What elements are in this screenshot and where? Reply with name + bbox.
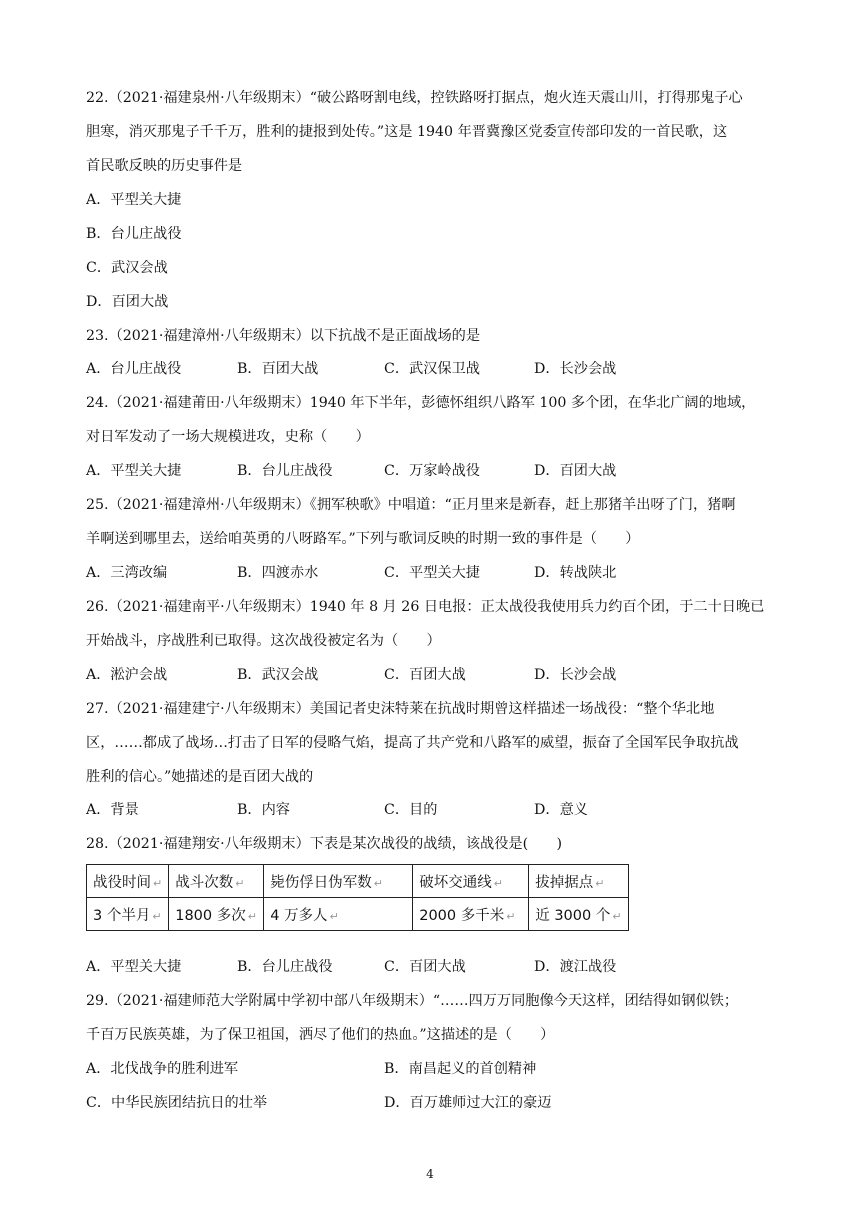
question-25-option-c: C．平型关大捷 [384,565,480,581]
question-24-option-a: A．平型关大捷 [86,463,182,479]
table-header-cell: 破坏交通线 ↵ [413,865,529,898]
question-29-option-b: B．南昌起义的首创精神 [384,1061,537,1077]
question-23-line-1: 23.（2021·福建漳州·八年级期末）以下抗战不是正面战场的是 [86,328,481,344]
question-22-option-d: D．百团大战 [86,294,169,310]
question-22-option-a: A．平型关大捷 [86,192,182,208]
question-24-line-1: 24.（2021·福建莆田·八年级期末）1940 年下半年，彭德怀组织八路军 100 多个团，在华北广阔的地域， [86,395,756,411]
question-25-option-b: B．四渡赤水 [237,565,319,581]
question-24-line-2: 对日军发动了一场大规模进攻，史称（ ） [86,429,370,445]
table-header-cell: 毙伤俘日伪军数 ↵ [264,865,413,898]
question-26-option-a: A．淞沪会战 [86,667,168,683]
question-29-line-2: 千百万民族英雄，为了保卫祖国，洒尽了他们的热血。”这描述的是（ ） [86,1027,555,1043]
table-cell: 3 个半月 ↵ [87,898,169,931]
question-23-option-c: C．武汉保卫战 [384,361,480,377]
table-header-cell: 战斗次数 ↵ [169,865,264,898]
table-cell: 2000 多千米 ↵ [413,898,529,931]
table-cell: 近 3000 个 ↵ [529,898,628,931]
question-29-option-c: C．中华民族团结抗日的壮举 [86,1095,268,1111]
question-28-option-b: B．台儿庄战役 [237,959,333,975]
table-cell: 4 万多人 ↵ [264,898,413,931]
question-26-option-b: B．武汉会战 [237,667,319,683]
question-24-option-b: B．台儿庄战役 [237,463,333,479]
question-27-line-3: 胜利的信心。”她描述的是百团大战的 [86,769,314,785]
question-26-line-1: 26.（2021·福建南平·八年级期末）1940 年 8 月 26 日电报：正太战役我使用兵力约百个团，于二十日晚已 [86,599,765,615]
table-header-cell: 拔掉据点 ↵ [529,865,628,898]
question-27-option-d: D．意义 [534,802,588,818]
question-22-option-b: B．台儿庄战役 [86,226,182,242]
question-27-line-2: 区，……都成了战场…打击了日军的侵略气焰，提高了共产党和八路军的威望，振奋了全国军民争取抗战 [86,735,739,751]
question-24-option-d: D．百团大战 [534,463,617,479]
question-28-option-a: A．平型关大捷 [86,959,182,975]
question-27-option-b: B．内容 [237,802,290,818]
table-cell: 1800 多次 ↵ [169,898,264,931]
question-25-option-d: D．转战陕北 [534,565,617,581]
question-22-line-2: 胆寒，消灭那鬼子千千万，胜利的捷报到处传。”这是 1940 年晋冀豫区党委宣传部印发的一首民歌，这 [86,124,728,140]
question-23-option-a: A．台儿庄战役 [86,361,182,377]
question-29-option-d: D．百万雄师过大江的豪迈 [384,1095,552,1111]
question-27-option-a: A．背景 [86,802,139,818]
question-27-option-c: C．目的 [384,802,438,818]
page-number: 4 [426,1167,434,1181]
question-22-line-3: 首民歌反映的历史事件是 [86,158,243,174]
question-29-option-a: A．北伐战争的胜利进军 [86,1061,239,1077]
table-row [87,898,629,931]
question-28-option-c: C．百团大战 [384,959,466,975]
question-25-line-1: 25.（2021·福建漳州·八年级期末）《拥军秧歌》中唱道：“正月里来是新春，赶上那猪羊出呀了门，猪啊 [86,497,736,513]
question-25-line-2: 羊啊送到哪里去，送给咱英勇的八呀路军。”下列与歌词反映的时期一致的事件是（ ） [86,531,640,547]
table-header-cell: 战役时间 ↵ [87,865,169,898]
question-22-option-c: C．武汉会战 [86,260,168,276]
question-26-option-d: D．长沙会战 [534,667,617,683]
question-28-line-1: 28.（2021·福建翔安·八年级期末）下表是某次战役的战绩，该战役是( ) [86,836,563,852]
question-28-option-d: D．渡江战役 [534,959,617,975]
table-header-row [87,865,629,898]
question-26-line-2: 开始战斗，序战胜利已取得。这次战役被定名为（ ） [86,633,441,649]
question-27-line-1: 27.（2021·福建建宁·八年级期末）美国记者史沫特莱在抗战时期曾这样描述一场战役：“整个华北地 [86,701,715,717]
battle-results-table [86,864,629,931]
question-23-option-d: D．长沙会战 [534,361,617,377]
question-25-option-a: A．三湾改编 [86,565,168,581]
question-22-line-1: 22.（2021·福建泉州·八年级期末）“破公路呀割电线，控铁路呀打据点，炮火连天震山川，打得那鬼子心 [86,90,743,106]
question-29-line-1: 29.（2021·福建师范大学附属中学初中部八年级期末）“……四万万同胞像今天这样，团结得如钢似铁； [86,993,739,1009]
question-23-option-b: B．百团大战 [237,361,319,377]
question-26-option-c: C．百团大战 [384,667,466,683]
question-24-option-c: C．万家岭战役 [384,463,480,479]
